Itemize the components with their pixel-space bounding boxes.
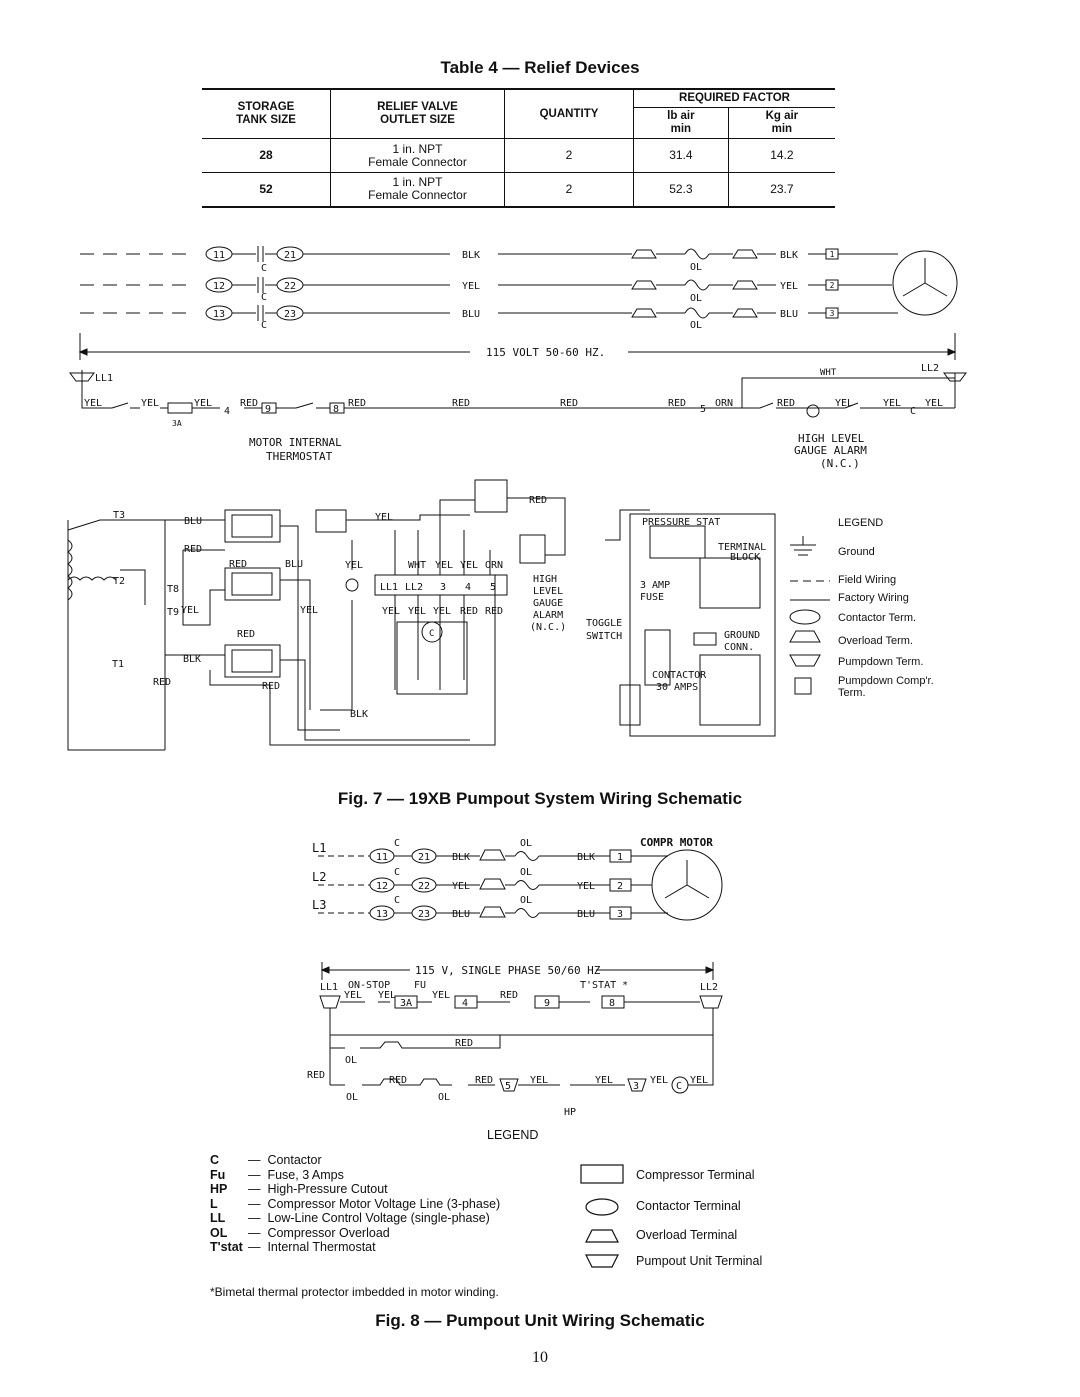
fig8-ol-3: OL bbox=[520, 895, 533, 906]
fig7-legend-title: LEGEND bbox=[838, 517, 884, 529]
ll1-label: LL1 bbox=[95, 373, 114, 384]
ctrl-9: 9 bbox=[265, 404, 272, 415]
r1-8: 8 bbox=[609, 998, 616, 1009]
panel-contactor-1: CONTACTOR bbox=[652, 670, 707, 681]
fig8-ol-2: OL bbox=[520, 867, 533, 878]
ctrl-red-4: RED bbox=[560, 398, 579, 409]
r2-ol: OL bbox=[345, 1055, 358, 1066]
r1-yel-3: YEL bbox=[432, 990, 451, 1001]
fig8-mterm-3: 3 bbox=[616, 909, 624, 920]
table-cell: 28 bbox=[259, 148, 273, 162]
wl-t9: T9 bbox=[167, 607, 180, 618]
hla-4: ALARM bbox=[533, 610, 564, 621]
sym-pumpout-terminal: Pumpout Unit Terminal bbox=[636, 1254, 763, 1268]
fig8-abbrev-list bbox=[210, 1153, 500, 1255]
table-cell: 1 in. NPT Female Connector bbox=[331, 173, 505, 207]
r3-yel-4: YEL bbox=[690, 1075, 709, 1086]
fig7-caption: Fig. 7 — 19XB Pumpout System Wiring Schematic bbox=[337, 789, 743, 808]
col-quantity: QUANTITY bbox=[505, 89, 634, 139]
fig7-legend-pumpdown-compr: Pumpdown Comp'r. bbox=[838, 675, 934, 687]
fig8-footnote: *Bimetal thermal protector imbedded in motor winding. bbox=[210, 1285, 499, 1299]
wl-yel: YEL bbox=[181, 605, 200, 616]
page-number: 10 bbox=[532, 1349, 548, 1366]
wire-label-yel: YEL bbox=[462, 281, 481, 292]
fig8-wire-blk-2: BLK bbox=[577, 852, 596, 863]
wl-red-2: RED bbox=[229, 559, 248, 570]
fig8-mterm-2: 2 bbox=[616, 881, 624, 892]
wht-label: WHT bbox=[820, 368, 837, 378]
hlga-line3: (N.C.) bbox=[820, 457, 860, 470]
wl-5: 5 bbox=[490, 582, 497, 593]
abbrev-row: T'stat — Internal Thermostat bbox=[210, 1240, 376, 1254]
r3-c: C bbox=[676, 1081, 683, 1092]
fig7-legend-term: Term. bbox=[838, 687, 866, 699]
fig8-wire-yel-2: YEL bbox=[577, 881, 596, 892]
r1-4: 4 bbox=[462, 998, 469, 1009]
col-required-factor: REQUIRED FACTOR bbox=[634, 89, 836, 108]
hlga-line1: HIGH LEVEL bbox=[798, 432, 865, 445]
wl-blk-2: BLK bbox=[350, 709, 369, 720]
table4-title: Table 4 — Relief Devices bbox=[440, 58, 640, 77]
r3-red-1: RED bbox=[389, 1075, 408, 1086]
sym-overload-terminal: Overload Terminal bbox=[636, 1228, 738, 1242]
panel-pressure-stat: PRESSURE STAT bbox=[642, 517, 721, 528]
fig8-ol-1: OL bbox=[520, 838, 533, 849]
r3-ol-2: OL bbox=[438, 1092, 451, 1103]
motor-term-1: 1 bbox=[829, 250, 835, 259]
wl-yel-6: YEL bbox=[460, 560, 479, 571]
table-cell: 52.3 bbox=[634, 173, 729, 207]
contactor-row bbox=[206, 246, 957, 321]
col-kg-air: Kg air min bbox=[728, 108, 835, 139]
sym-contactor-terminal: Contactor Terminal bbox=[636, 1199, 741, 1213]
motor-term-3: 3 bbox=[829, 309, 835, 318]
wl-3: 3 bbox=[440, 582, 447, 593]
fig8-wire-blu: BLU bbox=[452, 909, 471, 920]
fig7-legend-overload: Overload Term. bbox=[838, 635, 913, 647]
r3-ol-1: OL bbox=[346, 1092, 359, 1103]
table-cell: 2 bbox=[505, 173, 634, 207]
fig7-legend-ground: Ground bbox=[838, 546, 875, 558]
fig8-c-1: C bbox=[394, 838, 401, 849]
ctrl-tstat: T'STAT * bbox=[580, 980, 629, 991]
wl-yel-8: YEL bbox=[408, 606, 427, 617]
abbrev-row: Fu — Fuse, 3 Amps bbox=[210, 1167, 344, 1182]
ctrl-yel-2: YEL bbox=[141, 398, 160, 409]
ctrl-yel-5: YEL bbox=[883, 398, 902, 409]
hla-2: LEVEL bbox=[533, 586, 564, 597]
table-cell: 31.4 bbox=[634, 139, 729, 173]
wl-t2: T2 bbox=[113, 576, 126, 587]
panel-toggle-1: TOGGLE bbox=[586, 618, 623, 629]
table-cell: 23.7 bbox=[728, 173, 835, 207]
abbrev-row: C — Contactor bbox=[210, 1153, 322, 1167]
fig8-c-2: C bbox=[394, 867, 401, 878]
wl-4: 4 bbox=[465, 582, 472, 593]
abbrev-row: HP — High-Pressure Cutout bbox=[210, 1182, 388, 1196]
wire-label-blk: BLK bbox=[462, 250, 481, 261]
wl-t1: T1 bbox=[112, 659, 125, 670]
fig8-l1: L1 bbox=[312, 841, 327, 855]
fig8-c-3: C bbox=[394, 895, 401, 906]
r3-red-2: RED bbox=[475, 1075, 494, 1086]
wl-ll1: LL1 bbox=[380, 582, 399, 593]
wl-ll2: LL2 bbox=[405, 582, 424, 593]
panel-ground-1: GROUND bbox=[724, 630, 761, 641]
panel-contactor-2: 30 AMPS bbox=[656, 682, 699, 693]
voltage-label: 115 VOLT 50-60 HZ. bbox=[486, 346, 606, 359]
wl-yel-7: YEL bbox=[382, 606, 401, 617]
contactor-in-2: 12 bbox=[212, 281, 226, 292]
wl-orn: ORN bbox=[485, 560, 504, 571]
wl-yel-5: YEL bbox=[435, 560, 454, 571]
fig7-legend-field: Field Wiring bbox=[838, 574, 897, 586]
hla-1: HIGH bbox=[533, 574, 558, 585]
fig8-caption: Fig. 8 — Pumpout Unit Wiring Schematic bbox=[375, 1311, 705, 1330]
fig8-wire-blu-2: BLU bbox=[577, 909, 596, 920]
wl-red-8: RED bbox=[529, 495, 548, 506]
fig8-cout-3: 23 bbox=[417, 909, 431, 920]
fig8-voltage: 115 V, SINGLE PHASE 50/60 HZ bbox=[415, 964, 601, 977]
hlga-line2: GAUGE ALARM bbox=[794, 444, 867, 457]
fig8-cout-2: 22 bbox=[417, 881, 431, 892]
overload-ol-3: OL bbox=[690, 320, 703, 331]
fig7-legend-contactor: Contactor Term. bbox=[838, 612, 917, 624]
wl-t8: T8 bbox=[167, 584, 180, 595]
fig8-compr-motor: COMPR MOTOR bbox=[640, 836, 713, 849]
ctrl-on-stop: ON-STOP bbox=[348, 980, 391, 991]
fig8-cin-1: 11 bbox=[375, 852, 389, 863]
ctrl-red-3: RED bbox=[452, 398, 471, 409]
motor-term-2: 2 bbox=[829, 281, 835, 290]
panel-fuse-1: 3 AMP bbox=[640, 580, 671, 591]
ctrl-fu: FU bbox=[414, 980, 427, 991]
wl-red-5: RED bbox=[262, 681, 281, 692]
fig8-legend-symbols bbox=[578, 1160, 638, 1272]
r3-5: 5 bbox=[505, 1081, 512, 1092]
wl-red: RED bbox=[184, 544, 203, 555]
wire-label-yel-2: YEL bbox=[780, 281, 799, 292]
ctrl-red-5: RED bbox=[668, 398, 687, 409]
fig8-schematic bbox=[0, 830, 1080, 1130]
table-cell: 2 bbox=[505, 139, 634, 173]
r3-yel-2: YEL bbox=[595, 1075, 614, 1086]
wl-yel-2: YEL bbox=[300, 605, 319, 616]
r1-9: 9 bbox=[544, 998, 551, 1009]
wl-yel-3: YEL bbox=[375, 512, 394, 523]
wl-c: C bbox=[429, 629, 435, 639]
fig8-cin-3: 13 bbox=[375, 909, 389, 920]
r3-yel-1: YEL bbox=[530, 1075, 549, 1086]
ctrl-yel-4: YEL bbox=[835, 398, 854, 409]
contactor-out-3: 23 bbox=[283, 309, 297, 320]
r2-red-label: RED bbox=[307, 1070, 326, 1081]
relief-devices-table bbox=[202, 88, 835, 208]
contactor-in-1: 11 bbox=[212, 250, 226, 261]
contactor-out-2: 22 bbox=[283, 281, 297, 292]
wl-wht: WHT bbox=[408, 560, 427, 571]
r3-yel-3: YEL bbox=[650, 1075, 669, 1086]
ctrl-ll1: LL1 bbox=[320, 982, 339, 993]
wl-yel-9: YEL bbox=[433, 606, 452, 617]
ctrl-5: 5 bbox=[700, 404, 707, 415]
fig8-wire-yel: YEL bbox=[452, 881, 471, 892]
fig8-cout-1: 21 bbox=[417, 852, 431, 863]
panel-fuse-2: FUSE bbox=[640, 592, 665, 603]
fig8-mterm-1: 1 bbox=[616, 852, 624, 863]
overload-ol-2: OL bbox=[690, 293, 703, 304]
contactor-c-3: C bbox=[261, 320, 268, 331]
r1-3a: 3A bbox=[400, 998, 413, 1009]
sym-compressor-terminal: Compressor Terminal bbox=[636, 1168, 755, 1182]
ctrl-orn: ORN bbox=[715, 398, 734, 409]
fig7-legend-symbols bbox=[790, 536, 830, 694]
abbrev-row: LL — Low-Line Control Voltage (single-phase) bbox=[210, 1211, 490, 1225]
fig8-wire-blk: BLK bbox=[452, 852, 471, 863]
wl-blu: BLU bbox=[184, 516, 203, 527]
r1-yel-1: YEL bbox=[344, 990, 363, 1001]
table-cell: 1 in. NPT Female Connector bbox=[331, 139, 505, 173]
col-storage: STORAGE TANK SIZE bbox=[202, 89, 331, 139]
contactor-in-3: 13 bbox=[212, 309, 226, 320]
ctrl-yel-3: YEL bbox=[194, 398, 213, 409]
abbrev-row: OL — Compressor Overload bbox=[210, 1225, 390, 1240]
wire-label-blk-2: BLK bbox=[780, 250, 799, 261]
table-cell: 14.2 bbox=[728, 139, 835, 173]
wire-label-blu: BLU bbox=[462, 309, 481, 320]
wire-label-blu-2: BLU bbox=[780, 309, 799, 320]
hla-5: (N.C.) bbox=[530, 622, 567, 633]
fuse-3a: 3A bbox=[172, 419, 182, 428]
motor-thermostat-line1: MOTOR INTERNAL bbox=[249, 436, 342, 449]
panel-terminal-2: BLOCK bbox=[730, 552, 761, 563]
wl-yel-4: YEL bbox=[345, 560, 364, 571]
fig7-schematic bbox=[0, 230, 1080, 790]
ctrl-4: 4 bbox=[224, 406, 231, 417]
wl-blu-2: BLU bbox=[285, 559, 304, 570]
wl-blk: BLK bbox=[183, 654, 202, 665]
overload-ol-1: OL bbox=[690, 262, 703, 273]
wl-red-7: RED bbox=[485, 606, 504, 617]
power-lines bbox=[80, 254, 195, 313]
fig7-legend-pumpdown: Pumpdown Term. bbox=[838, 656, 924, 668]
abbrev-row: L — Compressor Motor Voltage Line (3-phase) bbox=[210, 1196, 501, 1211]
fig7-legend-factory: Factory Wiring bbox=[838, 592, 909, 604]
wl-t3: T3 bbox=[113, 510, 126, 521]
motor-thermostat-line2: THERMOSTAT bbox=[266, 450, 333, 463]
fig8-l2: L2 bbox=[312, 870, 327, 884]
table-cell: 52 bbox=[202, 173, 331, 207]
ctrl-yel-6: YEL bbox=[925, 398, 944, 409]
r2-red: RED bbox=[455, 1038, 474, 1049]
r3-hp: HP bbox=[564, 1107, 577, 1118]
ctrl-yel-1: YEL bbox=[84, 398, 103, 409]
wl-red-4: RED bbox=[153, 677, 172, 688]
col-lb-air: lb air min bbox=[634, 108, 729, 139]
ctrl-c: C bbox=[910, 406, 917, 417]
ctrl-ll2: LL2 bbox=[700, 982, 719, 993]
fig8-legend-title: LEGEND bbox=[487, 1128, 539, 1142]
fig8-cin-2: 12 bbox=[375, 881, 389, 892]
r1-yel-2: YEL bbox=[378, 990, 397, 1001]
ctrl-red-6: RED bbox=[777, 398, 796, 409]
contactor-c-2: C bbox=[261, 292, 268, 303]
panel-ground-2: CONN. bbox=[724, 642, 755, 653]
panel-toggle-2: SWITCH bbox=[586, 631, 623, 642]
col-relief-valve: RELIEF VALVE OUTLET SIZE bbox=[331, 89, 505, 139]
contactor-c-1: C bbox=[261, 263, 268, 274]
wl-red-6: RED bbox=[460, 606, 479, 617]
wl-red-3: RED bbox=[237, 629, 256, 640]
ctrl-red-1: RED bbox=[240, 398, 259, 409]
r1-red: RED bbox=[500, 990, 519, 1001]
panel-terminal-1: TERMINAL bbox=[718, 542, 767, 553]
hla-3: GAUGE bbox=[533, 598, 564, 609]
ctrl-red-2: RED bbox=[348, 398, 367, 409]
r3-3: 3 bbox=[633, 1081, 640, 1092]
contactor-out-1: 21 bbox=[283, 250, 297, 261]
ll2-label: LL2 bbox=[921, 363, 940, 374]
fig8-l3: L3 bbox=[312, 898, 327, 912]
ctrl-8: 8 bbox=[333, 404, 340, 415]
